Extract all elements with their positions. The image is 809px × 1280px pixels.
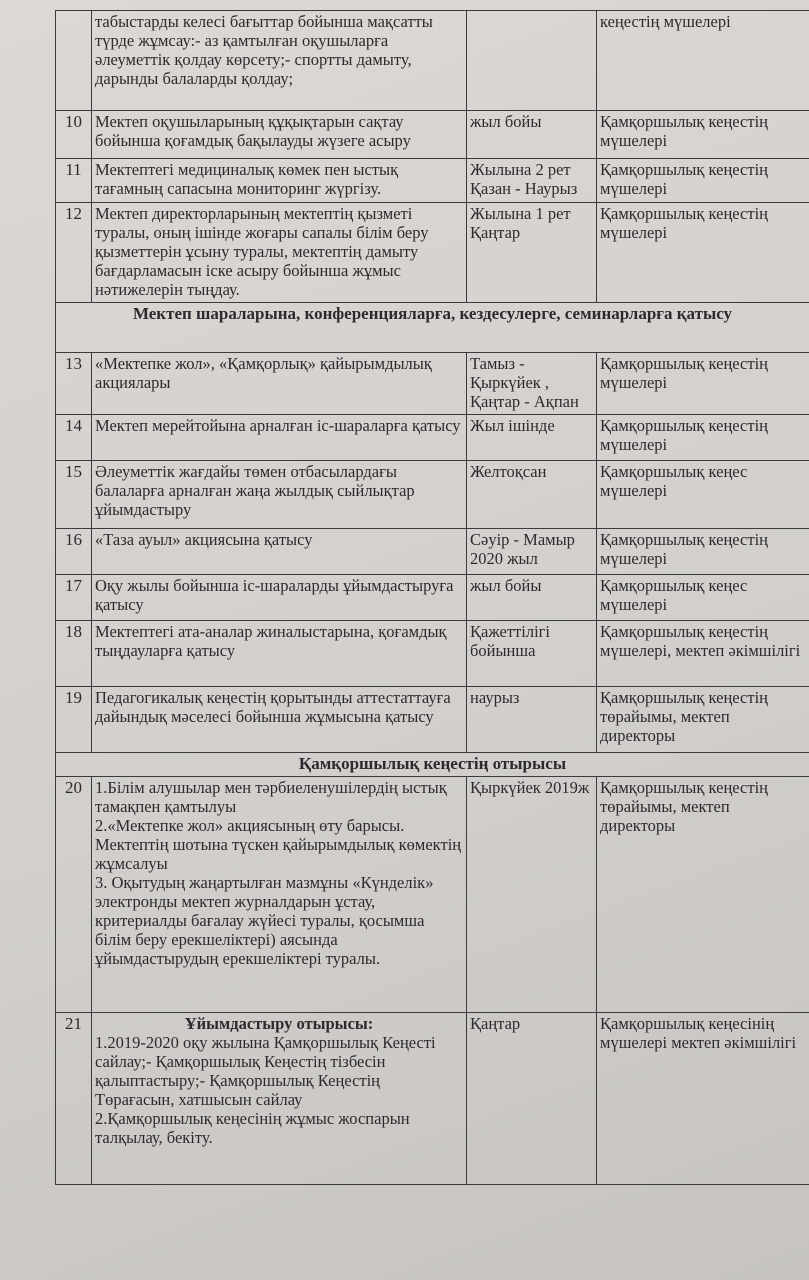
date-cell xyxy=(467,11,597,111)
event-cell: «Мектепке жол», «Қамқорлық» қайырымдылық акциялары xyxy=(92,353,467,415)
row-number: 11 xyxy=(56,159,92,203)
row-number: 19 xyxy=(56,687,92,753)
table-row xyxy=(56,1013,809,1185)
table-row xyxy=(56,353,809,415)
date-cell: Қажеттілігі бойынша xyxy=(467,621,597,687)
section-heading: Қамқоршылық кеңестің отырысы xyxy=(56,753,809,777)
row-number: 21 xyxy=(56,1013,92,1185)
section-heading-row xyxy=(56,303,809,353)
row-number: 14 xyxy=(56,415,92,461)
table-row xyxy=(56,111,809,159)
date-cell: наурыз xyxy=(467,687,597,753)
responsible-cell: Қамқоршылық кеңес мүшелері xyxy=(597,575,809,621)
event-cell: «Таза ауыл» акциясына қатысу xyxy=(92,529,467,575)
responsible-cell: Қамқоршылық кеңестің мүшелері xyxy=(597,529,809,575)
responsible-cell: Қамқоршылық кеңестің мүшелері xyxy=(597,203,809,303)
event-cell: Мектеп директорларының мектептің қызметі туралы, оның ішінде жоғары сапалы білім беру қызметтерін ұсыну туралы, мектептің дамыту бағдарламасын іске асыру бойынша жұмыс нәтижелерін тыңдау. xyxy=(92,203,467,303)
date-cell: жыл бойы xyxy=(467,575,597,621)
row-number: 18 xyxy=(56,621,92,687)
responsible-cell: Қамқоршылық кеңестің мүшелері xyxy=(597,111,809,159)
responsible-cell: Қамқоршылық кеңестің мүшелері xyxy=(597,159,809,203)
date-cell: Жылына 2 рет Қазан - Наурыз xyxy=(467,159,597,203)
event-cell: Мектептегі медициналық көмек пен ыстық тағамның сапасына мониторинг жүргізу. xyxy=(92,159,467,203)
table-row xyxy=(56,529,809,575)
responsible-cell: Қамқоршылық кеңестің мүшелері xyxy=(597,415,809,461)
event-cell: Педагогикалық кеңестің қорытынды аттестаттауға дайындық мәселесі бойынша жұмысына қатысу xyxy=(92,687,467,753)
event-cell: табыстарды келесі бағыттар бойынша мақсатты түрде жұмсау:- аз қамтылған оқушыларға әлеуметтік қолдау көрсету;- спортты дамыту, дарынды балаларды қолдау; xyxy=(92,11,467,111)
date-cell: Желтоқсан xyxy=(467,461,597,529)
responsible-cell: кеңестің мүшелері xyxy=(597,11,809,111)
date-cell: Қаңтар xyxy=(467,1013,597,1185)
responsible-cell: Қамқоршылық кеңес мүшелері xyxy=(597,461,809,529)
responsible-cell: Қамқоршылық кеңестің мүшелері, мектеп әкімшілігі xyxy=(597,621,809,687)
table-row xyxy=(56,415,809,461)
event-cell: Оқу жылы бойынша іс-шараларды ұйымдастыруға қатысу xyxy=(92,575,467,621)
responsible-cell: Қамқоршылық кеңестің төрайымы, мектеп директоры xyxy=(597,777,809,1013)
table-row xyxy=(56,159,809,203)
table-row xyxy=(56,777,809,1013)
responsible-cell: Қамқоршылық кеңестің төрайымы, мектеп директоры xyxy=(597,687,809,753)
row-number: 13 xyxy=(56,353,92,415)
work-plan-table xyxy=(55,10,809,1185)
table-row xyxy=(56,687,809,753)
date-cell: Жыл ішінде xyxy=(467,415,597,461)
row-number: 20 xyxy=(56,777,92,1013)
responsible-cell: Қамқоршылық кеңесінің мүшелері мектеп әкімшілігі xyxy=(597,1013,809,1185)
table-row xyxy=(56,11,809,111)
date-cell: Тамыз - Қыркүйек , Қаңтар - Ақпан xyxy=(467,353,597,415)
table-row xyxy=(56,621,809,687)
row-number: 15 xyxy=(56,461,92,529)
event-cell: 1.Білім алушылар мен тәрбиеленушілердің ыстық тамақпен қамтылуы 2.«Мектепке жол» акциясының өту барысы. Мектептің шотына түскен қайырымдылық көмектің жұмсалуы 3. Оқытудың жаңартылған мазмұны «Күнделік» электронды мектеп журналдарын ұстау, критериалды бағалау жүйесі туралы, қосымша білім беру ерекшеліктері) аясында ұйымдастырудың ерекшеліктері туралы. xyxy=(92,777,467,1013)
section-heading-row xyxy=(56,753,809,777)
meeting-heading: Ұйымдастыру отырысы: xyxy=(184,1014,374,1033)
row-number: 17 xyxy=(56,575,92,621)
row-number: 10 xyxy=(56,111,92,159)
table-row xyxy=(56,203,809,303)
date-cell: Сәуір - Мамыр 2020 жыл xyxy=(467,529,597,575)
event-cell: Әлеуметтік жағдайы төмен отбасылардағы балаларға арналған жаңа жылдық сыйлықтар ұйымдастыру xyxy=(92,461,467,529)
date-cell: Қыркүйек 2019ж xyxy=(467,777,597,1013)
row-number xyxy=(56,11,92,111)
section-heading: Мектеп шараларына, конференцияларға, кездесулерге, семинарларға қатысу xyxy=(56,303,809,353)
meeting-agenda: 1.2019-2020 оқу жылына Қамқоршылық Кеңесті сайлау;- Қамқоршылық Кеңестің тізбесін қалыптастыру;- Қамқоршылық Кеңестің Төрағасын, хатшысын сайлау 2.Қамқоршылық кеңесінің жұмыс жоспарын талқылау, бекіту. xyxy=(95,1033,436,1147)
event-cell xyxy=(92,1013,467,1185)
row-number: 16 xyxy=(56,529,92,575)
row-number: 12 xyxy=(56,203,92,303)
table-row xyxy=(56,575,809,621)
responsible-cell: Қамқоршылық кеңестің мүшелері xyxy=(597,353,809,415)
date-cell: жыл бойы xyxy=(467,111,597,159)
event-cell: Мектептегі ата-аналар жиналыстарына, қоғамдық тыңдауларға қатысу xyxy=(92,621,467,687)
event-cell: Мектеп оқушыларының құқықтарын сақтау бойынша қоғамдық бақылауды жүзеге асыру xyxy=(92,111,467,159)
date-cell: Жылына 1 рет Қаңтар xyxy=(467,203,597,303)
table-row xyxy=(56,461,809,529)
event-cell: Мектеп мерейтойына арналған іс-шараларға қатысу xyxy=(92,415,467,461)
